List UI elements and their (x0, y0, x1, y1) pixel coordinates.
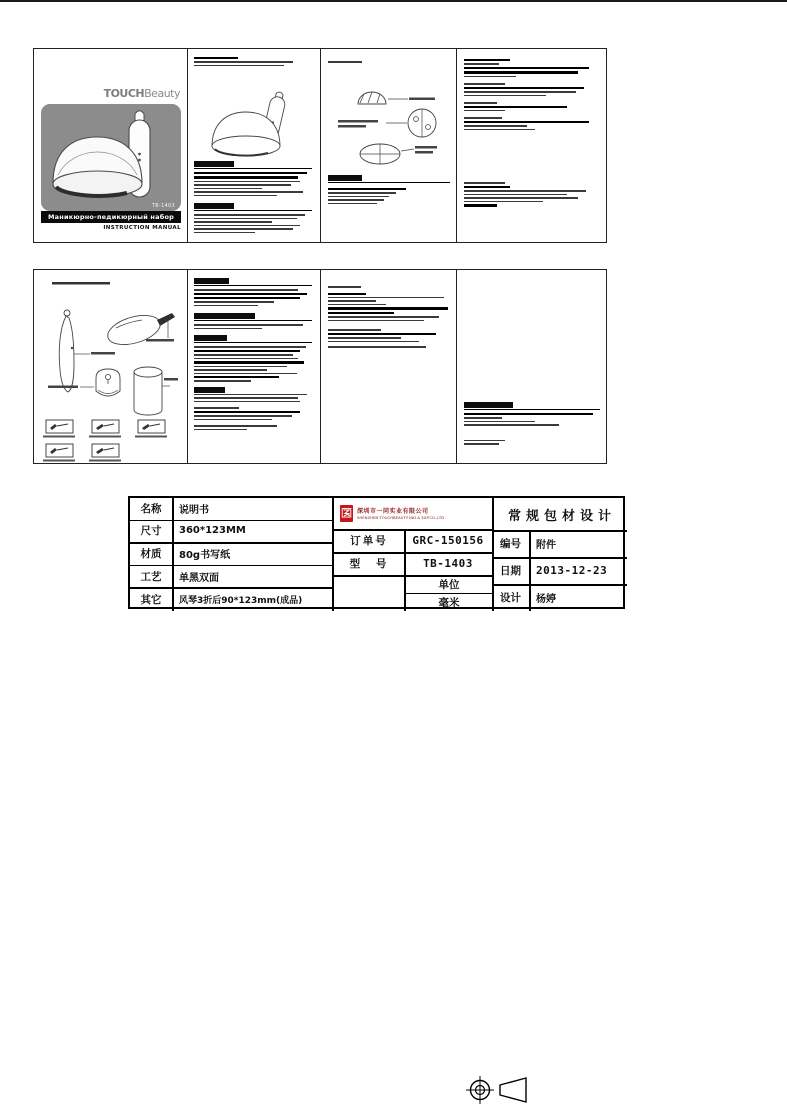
field-name-value: 说明书 (179, 505, 209, 517)
text-line (464, 125, 527, 127)
panel-divider (320, 49, 321, 242)
company-logo-icon (340, 505, 353, 522)
product-photo-illustration (41, 104, 181, 211)
section-heading-bar (194, 313, 255, 319)
text-line (464, 106, 567, 108)
unit-label: 单位 (438, 578, 460, 591)
text-line (464, 413, 593, 415)
fine-print-block (194, 161, 312, 235)
fine-print-block (194, 278, 312, 432)
leaflet-back-sheet (33, 269, 607, 464)
text-line (194, 168, 312, 169)
text-line (464, 417, 502, 419)
text-line (328, 300, 376, 302)
text-line (194, 301, 274, 303)
designer-label: 设计 (500, 592, 521, 604)
text-line (328, 312, 394, 314)
company-header (332, 498, 492, 529)
doc-no-value: 附件 (536, 540, 556, 551)
device-lineart-illustration (204, 91, 304, 163)
text-line (194, 419, 272, 421)
field-material-value: 80g书写纸 (179, 549, 231, 561)
text-line (194, 320, 312, 321)
text-line (194, 305, 258, 307)
cover-subtitle: INSTRUCTION MANUAL (103, 225, 181, 231)
text-line (194, 429, 247, 431)
text-line (194, 172, 307, 174)
text-line (464, 67, 589, 69)
text-line (464, 194, 567, 196)
text-line (328, 182, 450, 183)
text-line (464, 102, 497, 104)
field-other-value: 风琴3折后90*123mm(成品) (179, 595, 303, 606)
text-line (328, 346, 426, 348)
brand-logo (84, 87, 180, 100)
company-name-en: SHENZHEN TOUCHBEAUTY IND.& EXP.CO.,LTD (357, 514, 445, 520)
text-line (194, 218, 297, 220)
components-overview-illustration (38, 278, 180, 464)
text-line (328, 203, 377, 205)
text-line (328, 192, 396, 194)
text-line (328, 316, 439, 318)
field-material-label: 材质 (140, 547, 162, 560)
text-line (328, 304, 386, 306)
order-no-value: GRC-150156 (412, 534, 484, 547)
top-frame-line (0, 0, 787, 2)
fine-print-block (328, 61, 448, 65)
text-line (194, 342, 312, 343)
text-line (464, 76, 516, 78)
doc-no-label: 编号 (500, 538, 521, 550)
text-line (194, 65, 284, 67)
text-line (194, 293, 307, 295)
leaflet-front-sheet (33, 48, 607, 243)
text-line (194, 214, 305, 216)
text-line (194, 415, 292, 417)
text-line (464, 182, 505, 184)
text-line (194, 401, 300, 403)
text-line (464, 197, 578, 199)
field-other-label: 其它 (140, 593, 162, 606)
text-line (464, 63, 499, 65)
unit-value: 毫米 (438, 597, 460, 609)
date-label: 日期 (500, 565, 521, 577)
fine-print-block (194, 57, 309, 68)
fine-print-block (328, 175, 450, 206)
text-line (328, 297, 444, 299)
text-line (328, 286, 361, 288)
text-line (464, 428, 600, 440)
parts-callout-illustration (330, 77, 454, 173)
text-line (464, 83, 505, 85)
date-value: 2013-12-23 (536, 564, 608, 577)
text-line (328, 307, 448, 309)
panel-divider (456, 270, 457, 463)
text-line (194, 373, 297, 375)
text-line (194, 225, 300, 227)
model-no-value: TB-1403 (423, 557, 473, 570)
text-line (194, 285, 312, 286)
field-process-label: 工艺 (140, 570, 162, 583)
text-line (464, 110, 505, 112)
text-line (328, 329, 381, 331)
text-line (464, 186, 510, 188)
text-line (464, 91, 576, 93)
model-no-label: 型 号 (349, 558, 393, 570)
text-line (194, 411, 300, 413)
text-line (194, 350, 300, 352)
text-line (194, 289, 298, 291)
fine-print-block (328, 286, 454, 350)
section-heading-bar (328, 175, 362, 181)
text-line (194, 324, 303, 326)
text-line (194, 369, 267, 371)
panel-divider (456, 49, 457, 242)
section-heading-bar (464, 402, 513, 408)
company-names (357, 508, 444, 520)
text-line (464, 59, 510, 61)
text-line (194, 407, 239, 409)
text-line (194, 176, 298, 178)
cover-title: Маникюрно-педикюрный набор (48, 213, 174, 221)
fine-print-block (464, 59, 600, 209)
panel-divider (187, 270, 188, 463)
text-line (194, 221, 272, 223)
text-line (464, 117, 502, 119)
text-line (194, 380, 251, 382)
text-line (194, 181, 300, 183)
text-line (464, 440, 505, 442)
text-line (464, 190, 586, 192)
project-title: 常规包材设计 (507, 508, 616, 524)
section-heading-bar (194, 203, 234, 209)
field-size-label: 尺寸 (140, 525, 162, 538)
text-line (194, 328, 262, 330)
field-process-value: 单黑双面 (179, 572, 219, 584)
text-line (194, 57, 238, 59)
section-heading-bar (194, 278, 229, 284)
panel-divider (187, 49, 188, 242)
text-line (194, 361, 304, 363)
text-line (194, 346, 306, 348)
section-heading-bar (194, 161, 234, 167)
order-no-label: 订单号 (350, 535, 388, 547)
fine-print-block (464, 402, 600, 447)
panel-divider (320, 270, 321, 463)
text-line (194, 354, 293, 356)
section-heading-bar (194, 335, 227, 341)
text-line (464, 87, 584, 89)
text-line (328, 199, 384, 201)
text-line (194, 376, 279, 378)
text-line (328, 61, 362, 63)
text-line (464, 95, 546, 97)
text-line (194, 188, 262, 190)
text-line (464, 129, 535, 131)
text-line (464, 201, 543, 203)
designer-value: 杨婷 (536, 594, 556, 605)
cover-title-bar (41, 211, 181, 223)
text-line (194, 232, 255, 234)
projection-symbol (464, 1073, 532, 1107)
text-line (464, 421, 535, 423)
cover-model-number: TB-1403 (151, 203, 175, 209)
text-line (194, 425, 277, 427)
text-line (328, 196, 389, 198)
text-line (464, 424, 559, 426)
text-line (464, 443, 499, 445)
text-line (328, 293, 366, 295)
text-line (194, 394, 307, 396)
text-line (328, 333, 436, 335)
text-line (328, 337, 401, 339)
text-line (328, 320, 424, 322)
text-line (194, 297, 300, 299)
field-name-label: 名称 (140, 503, 162, 516)
text-line (194, 61, 293, 63)
text-line (464, 409, 600, 410)
title-block-table (128, 496, 625, 609)
cover-product-panel (41, 104, 181, 211)
text-line (194, 195, 277, 197)
text-line (194, 397, 298, 399)
text-line (464, 204, 497, 206)
text-line (194, 358, 298, 360)
text-line (194, 228, 293, 230)
text-line (328, 188, 406, 190)
text-line (464, 121, 589, 123)
brand-logo-light: Beauty (144, 87, 180, 100)
text-line (464, 71, 578, 73)
text-line (194, 366, 287, 368)
field-size-value: 360*123MM (179, 525, 246, 537)
brand-logo-bold: TOUCH (103, 87, 145, 100)
text-line (194, 184, 291, 186)
section-heading-bar (194, 387, 225, 393)
text-line (464, 132, 600, 182)
text-line (194, 191, 303, 193)
company-name-cn: 深圳市一同实业有限公司 (357, 507, 429, 515)
text-line (194, 210, 312, 211)
text-line (328, 341, 419, 343)
